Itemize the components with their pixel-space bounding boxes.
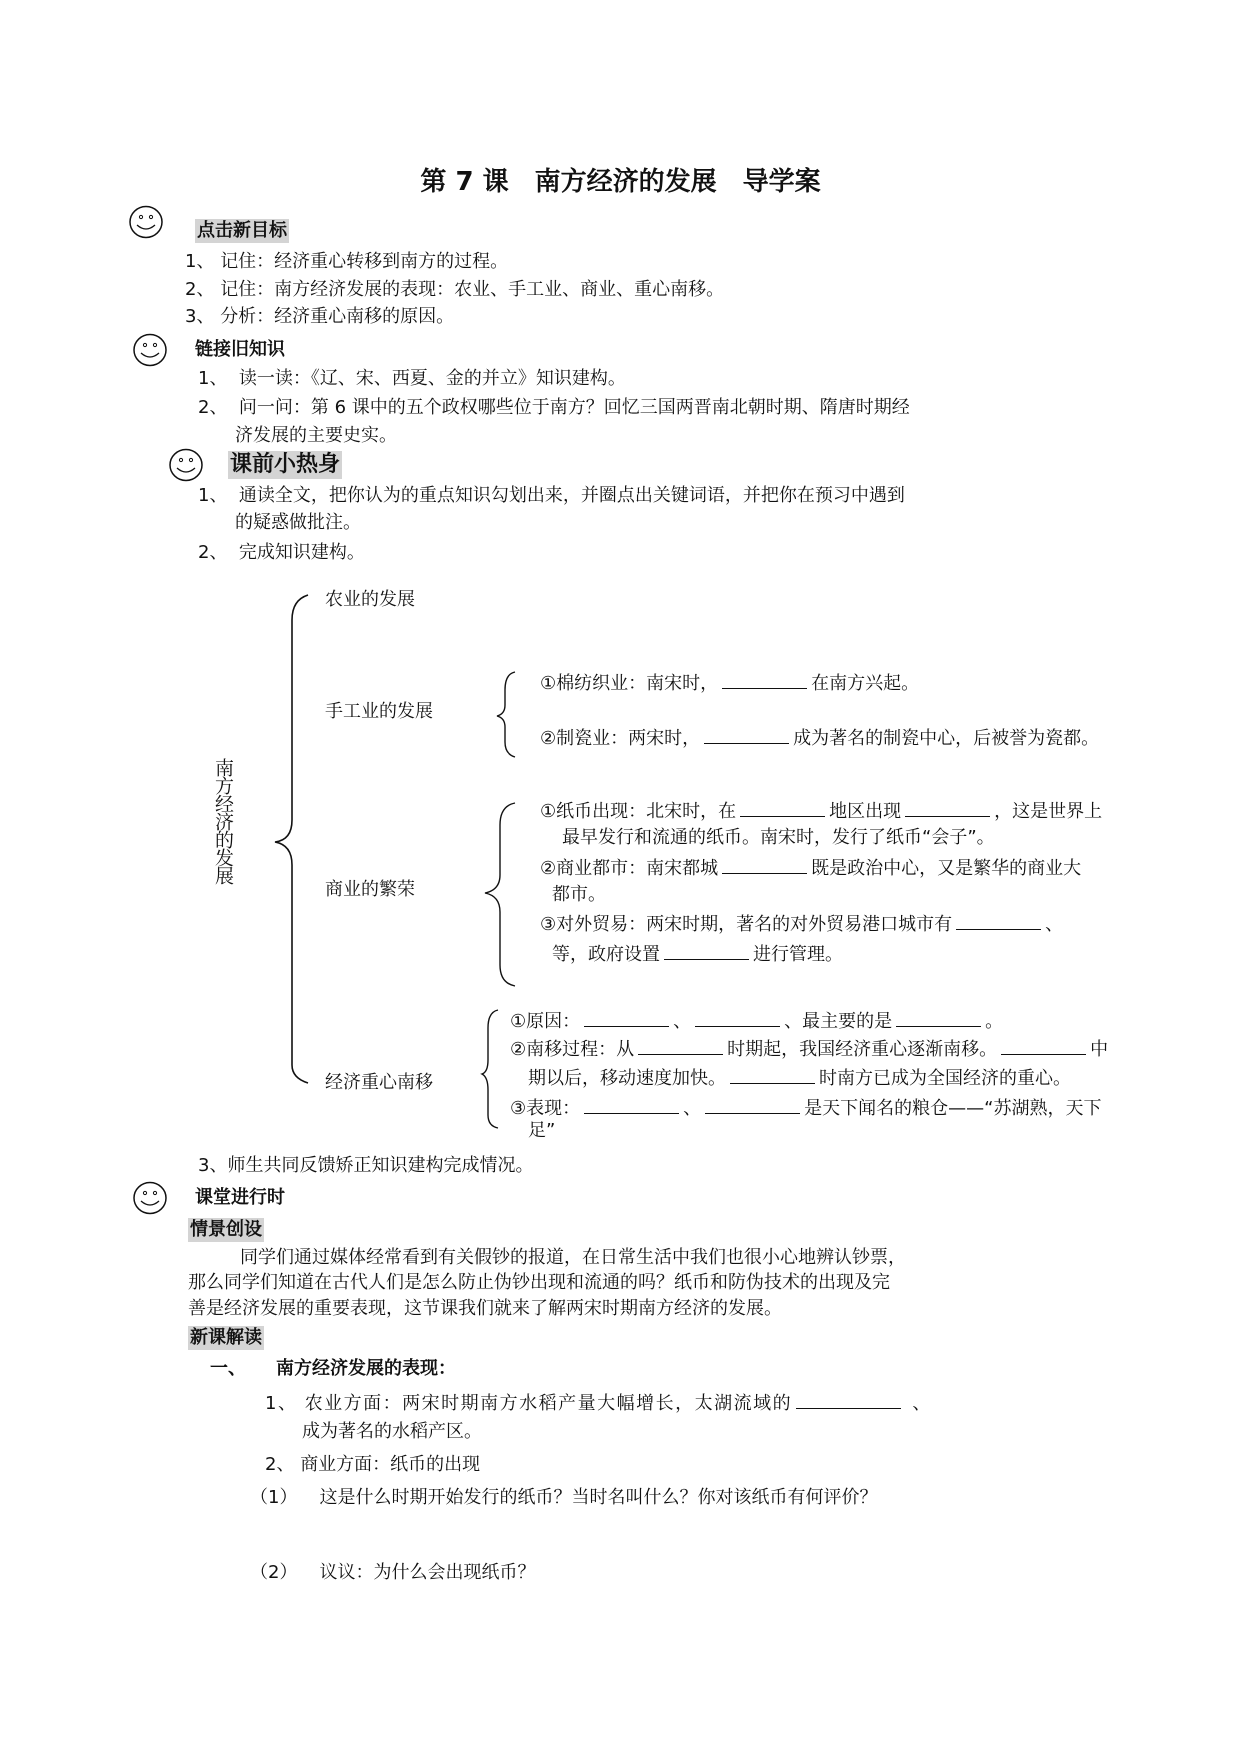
item-text: 分析：经济重心南移的原因。 [220, 306, 455, 327]
item-number: 1、 [185, 251, 215, 272]
line-text: 、 [673, 1011, 692, 1032]
line-text: 时期起，我国经济重心逐渐南移。 [727, 1039, 998, 1060]
fill-blank[interactable] [584, 1008, 669, 1027]
line-text: ，这是世界上 [994, 801, 1103, 822]
question-number: （2） [250, 1562, 298, 1583]
fill-blank[interactable] [705, 1095, 800, 1114]
fill-blank[interactable] [796, 1390, 901, 1409]
page-title: 第 7 课 南方经济的发展 导学案 [420, 167, 821, 197]
line-text: 成为著名的制瓷中心，后被誉为瓷都。 [793, 728, 1100, 749]
craft-line [540, 725, 1099, 751]
line-text: 时南方已成为全国经济的重心。 [819, 1068, 1071, 1089]
fill-blank[interactable] [664, 941, 749, 960]
fill-blank[interactable] [638, 1036, 723, 1055]
item-number: 1、 [198, 485, 228, 506]
shift-line [510, 1036, 1108, 1062]
item-number: 2、 [265, 1454, 295, 1475]
diagram-craft-label: 手工业的发展 [325, 701, 433, 722]
item-number: 3、 [198, 1155, 228, 1176]
item-number: 3、 [185, 306, 215, 327]
part-title: 南方经济发展的表现： [276, 1358, 456, 1379]
question-text: 议议：为什么会出现纸币？ [319, 1562, 536, 1583]
shift-line [510, 1095, 1101, 1121]
commerce-line [540, 911, 1063, 937]
warmup-item-continued: 的疑惑做批注。 [235, 512, 361, 533]
item-text: 问一问：第 6 课中的五个政权哪些位于南方？回忆三国两晋南北朝时期、隋唐时期经 [238, 397, 910, 418]
line-text: 等，政府设置 [552, 944, 660, 965]
item-text: 通读全文，把你认为的重点知识勾划出来，并圈点出关键词语，并把你在预习中遇到 [238, 485, 905, 506]
part-heading [210, 1357, 456, 1381]
shift-line-continued: 足” [528, 1120, 556, 1141]
line-text: ③对外贸易：两宋时期，著名的对外贸易港口城市有 [540, 914, 953, 935]
section-heading-warmup: 课前小热身 [230, 452, 341, 477]
section-heading-goals: 点击新目标 [197, 220, 287, 241]
item-text: 师生共同反馈矫正知识建构完成情况。 [227, 1155, 534, 1176]
fill-blank[interactable] [896, 1008, 981, 1027]
line-text: 既是政治中心，又是繁华的商业大 [811, 858, 1082, 879]
shift-line [510, 1008, 1003, 1034]
commerce-line-continued: 都市。 [552, 884, 606, 905]
lesson-item [265, 1453, 480, 1477]
question-text: 这是什么时期开始发行的纸币？当时名叫什么？你对该纸币有何评价？ [319, 1487, 878, 1508]
item-text: 完成知识建构。 [238, 542, 365, 563]
line-text: 、 [683, 1098, 702, 1119]
line-text: ①原因： [510, 1011, 581, 1032]
line-text: 在南方兴起。 [811, 673, 920, 694]
new-lesson-heading: 新课解读 [190, 1327, 262, 1348]
lesson-item-continued: 成为著名的水稻产区。 [302, 1421, 482, 1442]
fill-blank[interactable] [740, 798, 825, 817]
scene-paragraph-line: 善是经济发展的重要表现，这节课我们就来了解两宋时期南方经济的发展。 [188, 1298, 782, 1319]
line-text: 地区出现 [829, 801, 902, 822]
item-number: 2、 [185, 279, 215, 300]
section-heading-classroom: 课堂进行时 [195, 1187, 285, 1208]
scene-heading: 情景创设 [190, 1219, 262, 1240]
fill-blank[interactable] [722, 855, 807, 874]
line-text: 、最主要的是 [784, 1011, 893, 1032]
line-text: 中 [1090, 1039, 1109, 1060]
fill-blank[interactable] [956, 911, 1041, 930]
diagram-shift-label: 经济重心南移 [325, 1072, 433, 1093]
item-text: 读一读：《辽、宋、西夏、金的并立》知识建构。 [238, 368, 626, 389]
line-text: ②制瓷业：两宋时， [540, 728, 701, 749]
item-number: 2、 [198, 397, 228, 418]
question-number: （1） [250, 1487, 298, 1508]
review-item-continued: 济发展的主要史实。 [235, 425, 397, 446]
fill-blank[interactable] [1001, 1036, 1086, 1055]
line-text: ①棉纺织业：南宋时， [540, 673, 719, 694]
fill-blank[interactable] [722, 670, 807, 689]
item-number: 1、 [198, 368, 228, 389]
fill-blank[interactable] [704, 725, 789, 744]
scene-paragraph-line: 同学们通过媒体经常看到有关假钞的报道，在日常生活中我们也很小心地辨认钞票， [240, 1247, 906, 1268]
fill-blank[interactable] [695, 1008, 780, 1027]
commerce-line [540, 798, 1102, 824]
item-number: 2、 [198, 542, 228, 563]
diagram-commerce-label: 商业的繁荣 [325, 879, 415, 900]
line-text: ②商业都市：南宋都城 [540, 858, 719, 879]
fill-blank[interactable] [905, 798, 990, 817]
question [250, 1561, 535, 1585]
section-heading-review: 链接旧知识 [195, 339, 285, 360]
clipped-line [528, 1119, 556, 1141]
commerce-line [552, 941, 843, 967]
line-text: 期以后，移动速度加快。 [528, 1068, 726, 1089]
part-number: 一、 [210, 1358, 246, 1379]
line-text: ③表现： [510, 1098, 581, 1119]
scene-paragraph-line: 那么同学们知道在古代人们是怎么防止伪钞出现和流通的吗？纸币和防伪技术的出现及完 [188, 1272, 890, 1293]
lesson-item [265, 1390, 932, 1416]
line-text: ①纸币出现：北宋时，在 [540, 801, 737, 822]
commerce-line-continued: 最早发行和流通的纸币。南宋时，发行了纸币“会子”。 [562, 827, 995, 848]
line-text: 进行管理。 [753, 944, 843, 965]
diagram-root-label: 南方经济的发展 [212, 758, 234, 884]
item-text: 、 [912, 1393, 932, 1414]
line-text: 、 [1045, 914, 1064, 935]
item-text: 记住：南方经济发展的表现：农业、手工业、商业、重心南移。 [220, 279, 725, 300]
diagram-agri-label: 农业的发展 [325, 589, 415, 610]
warmup-item [198, 1154, 533, 1178]
fill-blank[interactable] [584, 1095, 679, 1114]
line-text: ②南移过程：从 [510, 1039, 635, 1060]
line-text: 是天下闻名的粮仓——“苏湖熟，天下 [804, 1098, 1102, 1119]
line-text: 。 [985, 1011, 1004, 1032]
question [250, 1486, 877, 1510]
item-number: 1、 [265, 1393, 298, 1414]
shift-line-continued [528, 1065, 1071, 1091]
item-text: 农业方面：两宋时期南方水稻产量大幅增长，太湖流域的 [304, 1393, 793, 1414]
item-text: 记住：经济重心转移到南方的过程。 [220, 251, 509, 272]
commerce-line [540, 855, 1081, 881]
fill-blank[interactable] [730, 1065, 815, 1084]
item-text: 商业方面：纸币的出现 [300, 1454, 481, 1475]
smiley-face-icon [132, 1181, 168, 1215]
craft-line [540, 670, 919, 696]
